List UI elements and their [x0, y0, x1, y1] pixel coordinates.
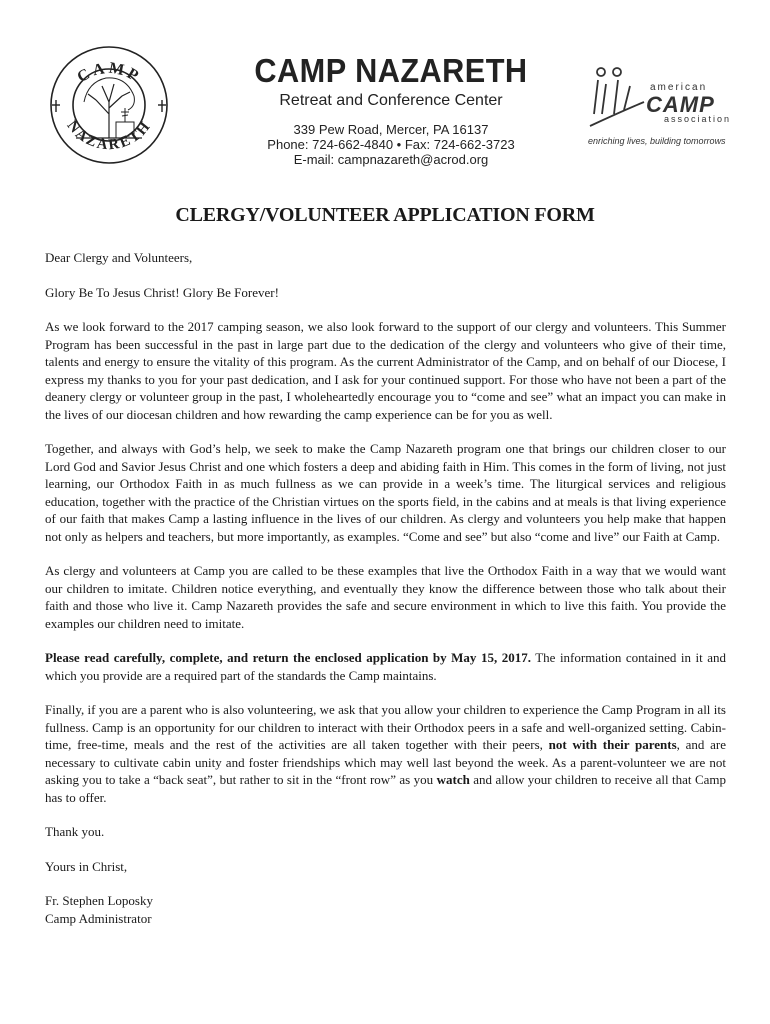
- seal-bottom-text: NAZARETH: [63, 117, 155, 154]
- paragraph-5-bold-2: watch: [436, 772, 470, 787]
- paragraph-5-part-a: Finally, if you are a parent who is also volunteering, we ask that you allow your children to experience the Camp Program in all its fullness. Camp is an opportunity for our children to interact with their Orthodox peers in a safe and well-organized setting. Cabin-time, free-time, meals and the rest of the activities are all taken together with their peers,: [45, 702, 726, 752]
- deadline-notice: Please read carefully, complete, and return the enclosed application by May 15, 2017.: [45, 650, 531, 665]
- signer-title: Camp Administrator: [45, 910, 152, 926]
- aca-bottom-word: association: [664, 114, 732, 124]
- paragraph-5-part-c: and allow your children to receive all that Camp has to offer.: [45, 772, 727, 805]
- paragraph-5-part-b: , and are necessary to cultivate cabin unity and foster friendships which may well last beyond the week. As a parent-volunteer we are not asking you to take a “back seat”, but rather to sit in the “front row” as you: [45, 737, 727, 787]
- paragraph-4: [45, 649, 726, 684]
- paragraph-3: As clergy and volunteers at Camp you are called to be these examples that live the Orthodox Faith in a way that we would want our children to imitate. Children notice everything, and eventually they know the difference between those who talk about their faith and those who live it. Camp Nazareth provides the safe and secure environment in which to live this faith. You provide the examples our children need to imitate.: [45, 563, 726, 631]
- paragraph-1: As we look forward to the 2017 camping season, we also look forward to the support of our clergy and volunteers. This Summer Program has been successful in the past in large part due to the dedication of the clergy and volunteers who give of their time, talents and energy to ensure the vitality of this program. As the current Administrator of the Camp, and on behalf of our Diocese, I express my thanks to you for your past dedication, and I ask for your continued support. For those who have not been a part of the deanery clergy or volunteer group in the past, I wholeheartedly encourage you to “come and see” what an impact you can make in the lives of our diocesan children and how rewarding the camp experience can be for you as well.: [45, 319, 726, 422]
- letterhead: [226, 52, 556, 167]
- email: E-mail: campnazareth@acrod.org: [293, 152, 489, 167]
- aca-tagline: enriching lives, building tomorrows: [588, 136, 726, 146]
- phone-fax: Phone: 724-662-4840 • Fax: 724-662-3723: [267, 137, 515, 152]
- paragraph-5: [45, 701, 726, 806]
- aca-main-word: CAMP: [646, 92, 715, 117]
- org-subtitle: Retreat and Conference Center: [279, 92, 503, 109]
- closing: Yours in Christ,: [45, 858, 128, 874]
- aca-top-word: american: [650, 82, 708, 93]
- camp-nazareth-seal-logo: [48, 42, 170, 168]
- salutation: Dear Clergy and Volunteers,: [45, 250, 193, 265]
- svg-text:CAMP: [74, 60, 143, 87]
- signer-name: Fr. Stephen Loposky: [45, 893, 153, 908]
- org-name: CAMP NAZARETH: [254, 52, 528, 89]
- form-title: CLERGY/VOLUNTEER APPLICATION FORM: [175, 204, 595, 226]
- greeting: Glory Be To Jesus Christ! Glory Be Forever!: [45, 284, 279, 300]
- thanks: Thank you.: [45, 824, 105, 839]
- aca-figures-icon: [584, 66, 646, 128]
- paragraph-5-bold-1: not with their parents: [548, 737, 677, 752]
- paragraph-4-rest: The information contained in it and which you provide are a required part of the standards the Camp maintains.: [45, 650, 726, 683]
- paragraph-2: Together, and always with God’s help, we seek to make the Camp Nazareth program one that brings our children closer to our Lord God and Savior Jesus Christ and one which fosters a deep and abiding faith in Him. This comes in the form of living, not just learning, our Orthodox Faith in as much fullness as we can provide in a week’s time. The liturgical services and religious education, together with the practice of the Christian virtues on the sports field, in the cabins and at meals is that living experience of our faith that makes Camp a lasting influence in the lives of our children. As clergy and volunteers you help make that happen not only as helpers and teachers, but more importantly, as examples. “Come and see” but also “come and live” our Faith at Camp.: [45, 441, 726, 544]
- american-camp-association-logo: [584, 66, 734, 156]
- address: 339 Pew Road, Mercer, PA 16137: [293, 122, 489, 137]
- seal-top-text: CAMP: [74, 59, 144, 87]
- letter-body: [45, 249, 726, 927]
- contact-block: [226, 122, 556, 167]
